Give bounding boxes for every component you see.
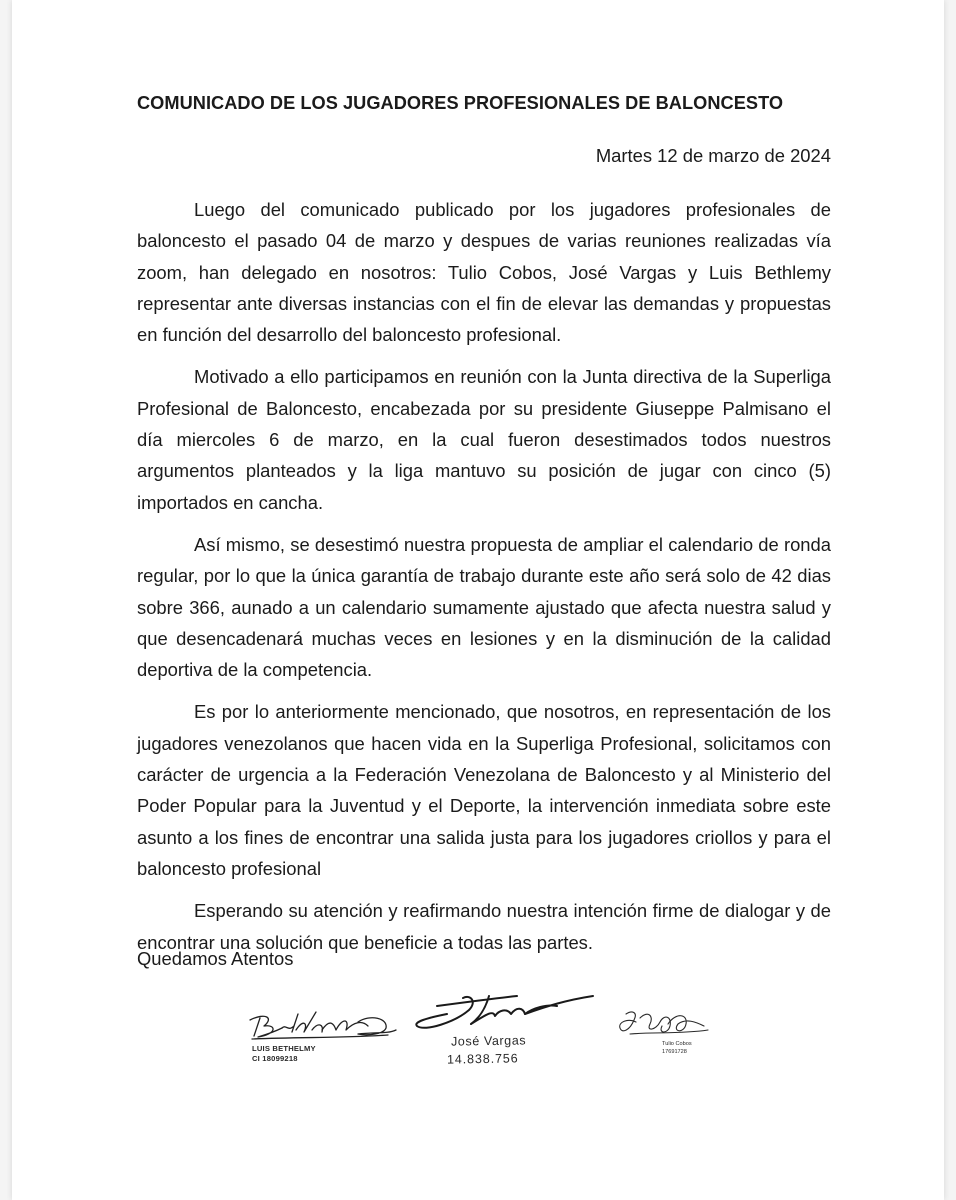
paragraph: Esperando su atención y reafirmando nuestra intención firme de dialogar y de encontrar una solución que beneficie a todas las partes. (137, 900, 831, 953)
signature-vargas (407, 984, 607, 1074)
signatory-name: Tulio Cobos (662, 1041, 692, 1047)
paragraph: Es por lo anteriormente mencionado, que nosotros, en representación de los jugadores venezolanos que hacen vida en la Superliga Profesional, solicitamos con carácter de urgencia a la Federación Venezolana de Baloncesto y al Ministerio del Poder Popular para la Juventud y el Deporte, la intervención inmediata sobre este asunto a los fines de encontrar una salida justa para los jugadores criollos y para el baloncesto profesional (137, 701, 831, 879)
document-page (12, 0, 944, 1200)
document-date: Martes 12 de marzo de 2024 (595, 145, 831, 166)
document-paragraphs (137, 194, 831, 969)
signature-cobos (612, 1004, 722, 1068)
document-title: COMUNICADO DE LOS JUGADORES PROFESIONALES DE BALONCESTO (137, 93, 784, 113)
paragraph: Luego del comunicado publicado por los jugadores profesionales de baloncesto el pasado 04 de marzo y despues de varias reuniones realizadas vía zoom, han delegado en nosotros: Tulio Cobos, José Vargas y Luis Bethlemy representar ante diversas instancias con el fin de elevar las demandas y propuestas en función del desarrollo del baloncesto profesional. (137, 199, 831, 346)
closing-line: Quedamos Atentos (137, 948, 294, 969)
paragraph: Motivado a ello participamos en reunión con la Junta directiva de la Superliga Profesional de Baloncesto, encabezada por su presidente Giuseppe Palmisano el día miercoles 6 de marzo, en la cual fueron desestimados todos nuestros argumentos planteados y la liga mantuvo su posición de jugar con cinco (5) importados en cancha. (137, 366, 831, 513)
signatory-name: José Vargas (450, 1033, 527, 1049)
signatory-id: 14.838.756 (446, 1051, 519, 1067)
signatory-id: CI 18099218 (252, 1054, 298, 1063)
signature-scribble-bethelmy (238, 1004, 408, 1044)
paragraph: Así mismo, se desestimó nuestra propuesta de ampliar el calendario de ronda regular, por lo que la única garantía de trabajo durante este año será solo de 42 dias sobre 366, aunado a un calendario sumamente ajustado que afecta nuestra salud y que desencadenará muchas veces en lesiones y en la disminución de la calidad deportiva de la competencia. (137, 533, 831, 681)
signature-scribble-cobos (612, 1004, 722, 1044)
signatory-id: 17691728 (662, 1049, 687, 1055)
signature-scribble-vargas (407, 984, 607, 1036)
signatory-name: LUIS BETHELMY (252, 1044, 316, 1053)
signature-bethelmy (238, 1004, 408, 1068)
